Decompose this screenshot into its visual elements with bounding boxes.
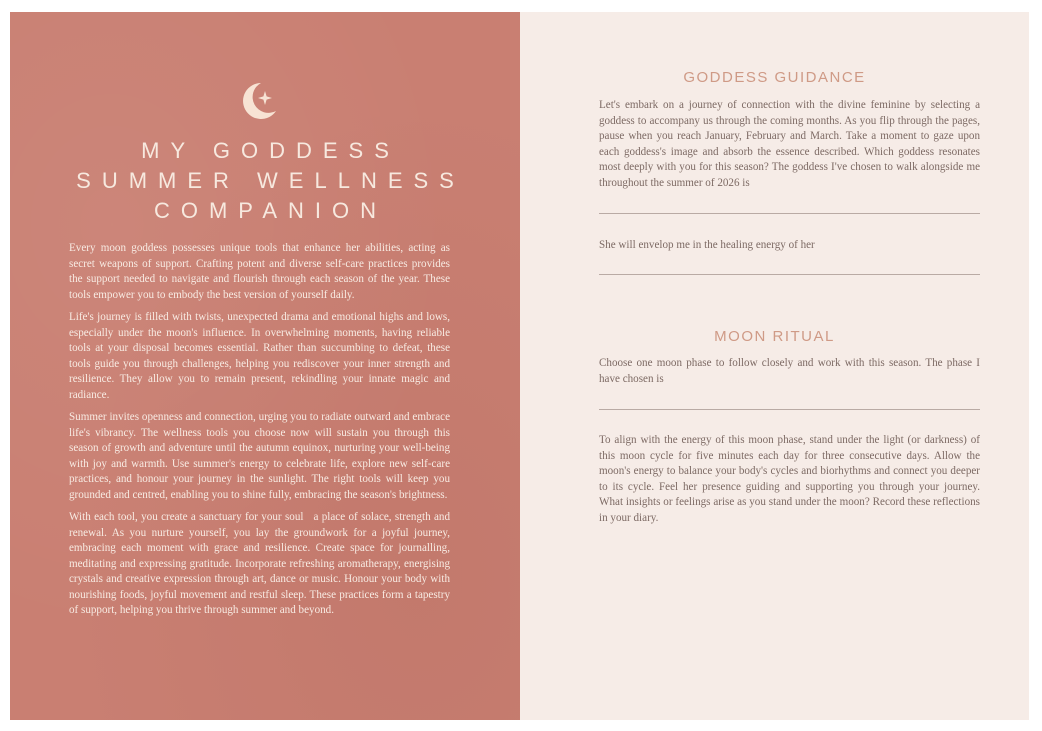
- energy-write-line[interactable]: [599, 274, 980, 275]
- intro-paragraph: Every moon goddess possesses unique tools that enhance her abilities, acting as secret weapons of support. Crafting potent and diverse self-care practices provides the support needed to navigate and flourish through each season of the year. These tools empower you to embody the best version of yourself daily.: [69, 242, 450, 301]
- right-page: [520, 12, 1029, 720]
- moon-ritual-heading: MOON RITUAL: [714, 328, 835, 345]
- intro-body: [69, 241, 450, 626]
- envelop-prompt: She will envelop me in the healing energy of her: [599, 239, 815, 251]
- intro-paragraph: With each tool, you create a sanctuary for your soul a place of solace, strength and renewal. As you nurture yourself, you lay the groundwork for a joyful journey, embracing each moment with grace and resilience. Create space for journalling, meditating and expressing gratitude. Incorporate refreshing aromatherapy, energising crystals and creative expression through art, dance or music. Honour your body with nourishing foods, joyful movement and restful sleep. These practices form a tapestry of support, helping you thrive through summer and beyond.: [69, 511, 450, 616]
- intro-paragraph: Summer invites openness and connection, urging you to radiate outward and embrace life's vibrancy. The wellness tools you choose now will sustain you through this season of growth and adventure until the autumn equinox, nurturing your well-being with joy and warmth. Use summer's energy to celebrate life, explore new self-care practices, and honour your journey in the sunlight. The right tools will keep you grounded and centred, enabling you to shine fully, embracing the season's brightness.: [69, 411, 450, 501]
- moon-ritual-text: To align with the energy of this moon phase, stand under the light (or darkness) of this moon cycle for five minutes each day for three consecutive days. Allow the moon's energy to balance your body's cycles and biorhythms and connect you deeper to its cycle. Feel her presence guiding and supporting you through your journey. What insights or feelings arise as you stand under the moon? Record these reflections in your diary.: [599, 434, 980, 524]
- goddess-write-line[interactable]: [599, 213, 980, 214]
- page-title: [10, 136, 520, 226]
- goddess-guidance-text: Let's embark on a journey of connection with the divine feminine by selecting a goddess to accompany us through the coming months. As you flip through the pages, pause when you reach January, February and March. Take a moment to gaze upon each goddess's image and absorb the essence described. Which goddess resonates most deeply with you for this season? The goddess I've chosen to walk alongside me throughout the summer of 2026 is: [599, 99, 980, 189]
- crescent-moon-star-icon: [236, 79, 280, 123]
- title-line-1: MY GODDESS: [141, 138, 400, 163]
- title-line-2: SUMMER WELLNESS: [76, 168, 465, 193]
- book-spread: [10, 12, 1029, 720]
- left-page: [10, 12, 520, 720]
- moon-phase-write-line[interactable]: [599, 409, 980, 410]
- goddess-guidance-heading: GODDESS GUIDANCE: [683, 69, 866, 86]
- moon-phase-prompt: Choose one moon phase to follow closely and work with this season. The phase I have chosen is: [599, 357, 980, 385]
- intro-paragraph: Life's journey is filled with twists, unexpected drama and emotional highs and lows, especially under the moon's influence. In overwhelming moments, having reliable tools at your disposal becomes essential. Rather than succumbing to defeat, these tools guide you through challenges, helping you rediscover your inner strength and resilience. They allow you to remain present, rekindling your innate magic and radiance.: [69, 311, 450, 401]
- title-line-3: COMPANION: [153, 198, 388, 223]
